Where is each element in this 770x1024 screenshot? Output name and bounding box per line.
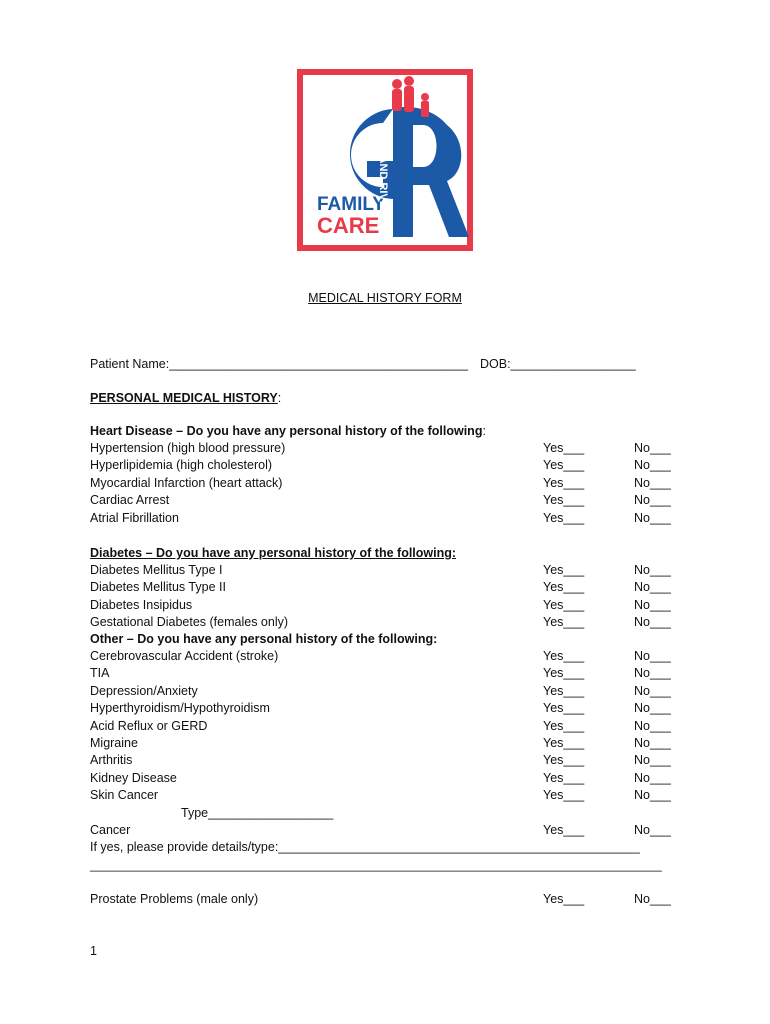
personal-history-heading-row xyxy=(0,390,770,407)
condition-row xyxy=(0,683,770,700)
cancer-details-line2-row xyxy=(0,857,770,874)
no-option[interactable]: No___ xyxy=(634,458,671,473)
skin-cancer-type-row xyxy=(0,805,770,822)
no-option[interactable]: No___ xyxy=(634,510,671,525)
cancer-no-option[interactable]: No___ xyxy=(634,823,671,837)
condition-label: Kidney Disease xyxy=(90,770,177,785)
condition-row xyxy=(0,787,770,804)
personal-history-heading: PERSONAL MEDICAL HISTORY xyxy=(90,391,278,405)
condition-row xyxy=(0,665,770,682)
condition-row xyxy=(0,752,770,769)
yes-option[interactable]: Yes___ xyxy=(543,563,585,577)
logo-care-text: CARE xyxy=(317,213,380,238)
cancer-details-field[interactable]: If yes, please provide details/type:____________________________________________________ xyxy=(90,840,640,854)
no-option[interactable]: No___ xyxy=(634,753,671,768)
no-option[interactable]: No___ xyxy=(634,770,671,785)
condition-label: Depression/Anxiety xyxy=(90,683,198,698)
condition-label: Acid Reflux or GERD xyxy=(90,718,208,733)
patient-info-row xyxy=(0,356,770,373)
condition-label: Migraine xyxy=(90,736,138,750)
condition-label: Myocardial Infarction (heart attack) xyxy=(90,475,283,490)
condition-label: Cerebrovascular Accident (stroke) xyxy=(90,649,279,663)
yes-option[interactable]: Yes___ xyxy=(543,718,585,733)
no-option[interactable]: No___ xyxy=(634,701,671,716)
yes-option[interactable]: Yes___ xyxy=(543,475,585,490)
no-option[interactable]: No___ xyxy=(634,736,671,750)
no-option[interactable]: No___ xyxy=(634,788,671,803)
condition-label: Cardiac Arrest xyxy=(90,493,170,508)
condition-label: Diabetes Insipidus xyxy=(90,597,193,612)
no-option[interactable]: No___ xyxy=(634,441,671,455)
cancer-row xyxy=(0,822,770,839)
condition-row xyxy=(0,579,770,596)
prostate-no-option[interactable]: No___ xyxy=(634,892,671,906)
no-option[interactable]: No___ xyxy=(634,475,671,490)
yes-option[interactable]: Yes___ xyxy=(543,649,585,663)
no-option[interactable]: No___ xyxy=(634,615,671,630)
condition-row xyxy=(0,648,770,665)
diabetes-heading: Diabetes – Do you have any personal history of the following: xyxy=(90,546,457,560)
no-option[interactable]: No___ xyxy=(634,563,671,577)
other-heading-row xyxy=(0,631,770,648)
condition-row xyxy=(0,457,770,474)
condition-label: Diabetes Mellitus Type I xyxy=(90,563,223,577)
cancer-details-row xyxy=(0,839,770,856)
heart-disease-heading: Heart Disease – Do you have any personal history of the following xyxy=(90,424,483,438)
yes-option[interactable]: Yes___ xyxy=(543,701,585,716)
condition-row xyxy=(0,770,770,787)
no-option[interactable]: No___ xyxy=(634,493,671,508)
condition-row xyxy=(0,510,770,527)
condition-row xyxy=(0,492,770,509)
condition-label: Diabetes Mellitus Type II xyxy=(90,580,226,595)
condition-row xyxy=(0,440,770,457)
prostate-label: Prostate Problems (male only) xyxy=(90,892,259,906)
no-option[interactable]: No___ xyxy=(634,666,671,681)
prostate-row xyxy=(0,891,770,908)
condition-label: Arthritis xyxy=(90,753,133,768)
heart-heading-row xyxy=(0,423,770,440)
skin-cancer-type-field[interactable]: Type__________________ xyxy=(181,806,334,820)
condition-label: Atrial Fibrillation xyxy=(90,510,179,525)
condition-row xyxy=(0,597,770,614)
condition-row xyxy=(0,475,770,492)
condition-row xyxy=(0,614,770,631)
cancer-details-line2[interactable]: _____________________________________________________________________________________ xyxy=(90,858,662,872)
no-option[interactable]: No___ xyxy=(634,683,671,698)
yes-option[interactable]: Yes___ xyxy=(543,753,585,768)
no-option[interactable]: No___ xyxy=(634,649,671,663)
no-option[interactable]: No___ xyxy=(634,718,671,733)
logo-grand-river-text: GRAND RIVER xyxy=(377,139,389,217)
page-title: MEDICAL HISTORY FORM xyxy=(308,291,462,305)
yes-option[interactable]: Yes___ xyxy=(543,441,585,455)
dob-field[interactable]: DOB:__________________ xyxy=(480,357,636,371)
cancer-label: Cancer xyxy=(90,823,131,837)
cancer-yes-option[interactable]: Yes___ xyxy=(543,823,585,837)
condition-row xyxy=(0,562,770,579)
condition-label: Hypertension (high blood pressure) xyxy=(90,441,286,455)
logo-family-text: FAMILY xyxy=(317,194,385,215)
condition-label: TIA xyxy=(90,666,110,681)
yes-option[interactable]: Yes___ xyxy=(543,788,585,803)
yes-option[interactable]: Yes___ xyxy=(543,597,585,612)
yes-option[interactable]: Yes___ xyxy=(543,666,585,681)
yes-option[interactable]: Yes___ xyxy=(543,493,585,508)
diabetes-heading-row xyxy=(0,545,770,562)
heart-heading-colon: : xyxy=(482,424,486,438)
yes-option[interactable]: Yes___ xyxy=(543,683,585,698)
condition-row xyxy=(0,700,770,717)
heading-colon: : xyxy=(277,391,282,405)
yes-option[interactable]: Yes___ xyxy=(543,510,585,525)
condition-label: Gestational Diabetes (females only) xyxy=(90,615,289,630)
yes-option[interactable]: Yes___ xyxy=(543,580,585,595)
condition-label: Hyperlipidemia (high cholesterol) xyxy=(90,458,273,473)
prostate-yes-option[interactable]: Yes___ xyxy=(543,892,585,906)
condition-label: Skin Cancer xyxy=(90,788,159,803)
no-option[interactable]: No___ xyxy=(634,580,671,595)
yes-option[interactable]: Yes___ xyxy=(543,770,585,785)
no-option[interactable]: No___ xyxy=(634,597,671,612)
yes-option[interactable]: Yes___ xyxy=(543,615,585,630)
patient-name-field[interactable]: Patient Name:___________________________________________ xyxy=(90,357,469,371)
page-number: 1 xyxy=(90,944,97,958)
condition-label: Hyperthyroidism/Hypothyroidism xyxy=(90,701,270,716)
yes-option[interactable]: Yes___ xyxy=(543,458,585,473)
other-heading: Other – Do you have any personal history of the following: xyxy=(90,632,438,646)
condition-row xyxy=(0,735,770,752)
condition-row xyxy=(0,718,770,735)
grand-river-family-care-logo xyxy=(297,69,473,251)
yes-option[interactable]: Yes___ xyxy=(543,736,585,750)
